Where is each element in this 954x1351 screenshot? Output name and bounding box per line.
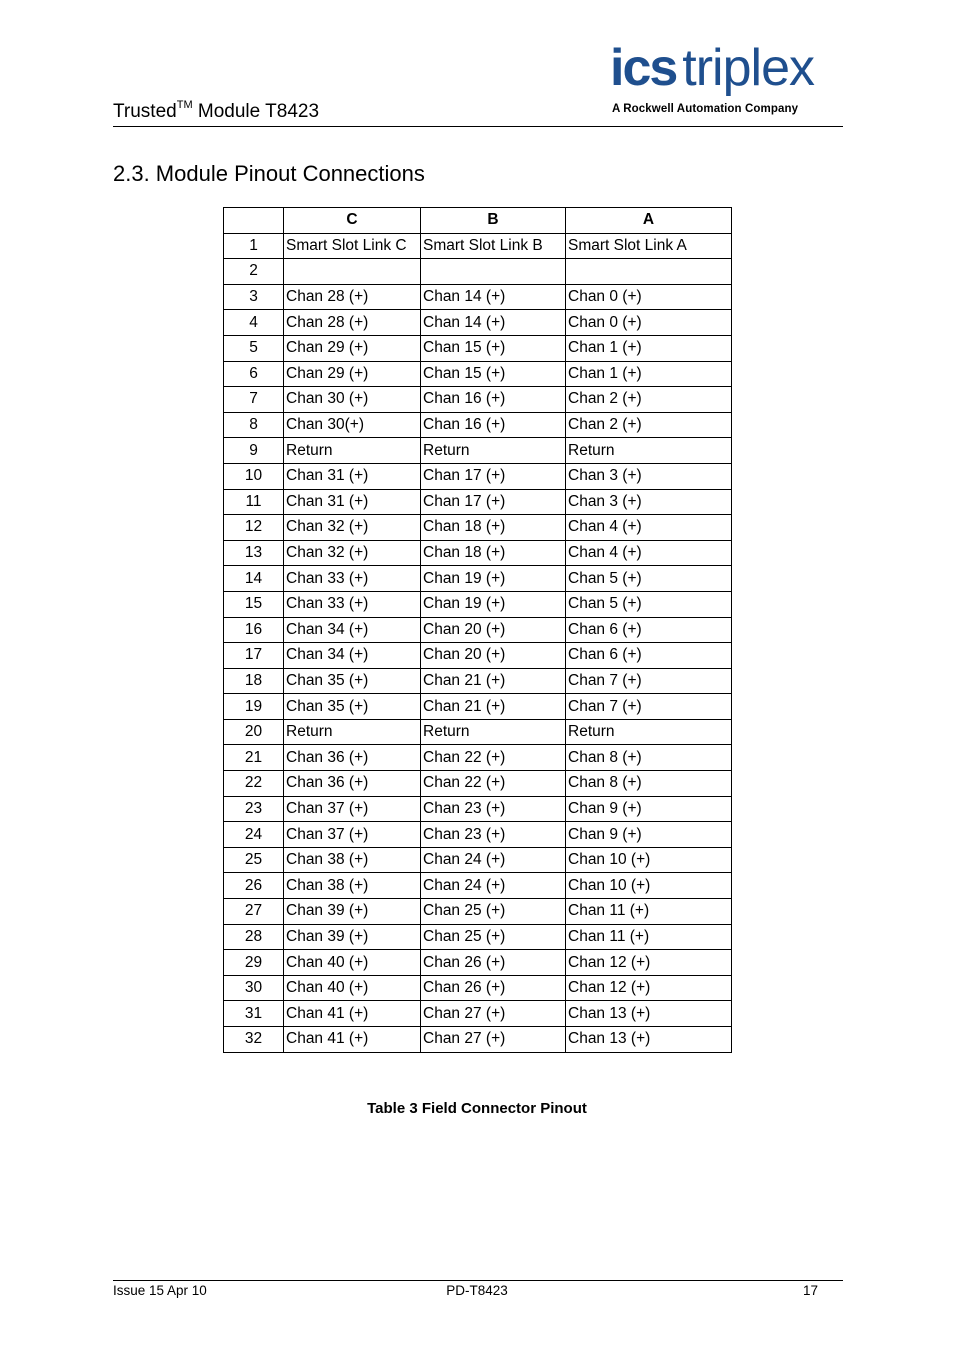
pin-number-cell: 27 xyxy=(224,899,284,925)
footer-page-number: 17 xyxy=(802,1283,818,1298)
table-row xyxy=(224,591,732,617)
pin-number-cell: 18 xyxy=(224,668,284,694)
column-a-cell: Smart Slot Link A xyxy=(566,233,732,259)
column-c-cell: Chan 36 (+) xyxy=(284,745,421,771)
pin-number-cell: 12 xyxy=(224,515,284,541)
column-a-cell: Chan 11 (+) xyxy=(566,924,732,950)
column-b-cell: Chan 20 (+) xyxy=(421,643,566,669)
header-divider xyxy=(113,126,843,127)
column-c-cell: Chan 35 (+) xyxy=(284,668,421,694)
section-heading: 2.3. Module Pinout Connections xyxy=(113,161,425,186)
table-row xyxy=(224,515,732,541)
column-c-cell: Chan 28 (+) xyxy=(284,310,421,336)
header-cell-column-c: C xyxy=(284,208,421,234)
column-c-cell: Chan 32 (+) xyxy=(284,540,421,566)
column-a-cell: Chan 10 (+) xyxy=(566,847,732,873)
column-a-cell: Chan 5 (+) xyxy=(566,591,732,617)
column-b-cell: Chan 22 (+) xyxy=(421,771,566,797)
pin-number-cell: 17 xyxy=(224,643,284,669)
pin-number-cell: 11 xyxy=(224,489,284,515)
table-row xyxy=(224,387,732,413)
column-b-cell: Chan 23 (+) xyxy=(421,822,566,848)
column-c-cell: Chan 37 (+) xyxy=(284,822,421,848)
column-c-cell: Chan 39 (+) xyxy=(284,924,421,950)
table-row xyxy=(224,847,732,873)
column-a-cell: Chan 13 (+) xyxy=(566,1027,732,1053)
column-b-cell: Chan 20 (+) xyxy=(421,617,566,643)
pin-number-cell: 30 xyxy=(224,975,284,1001)
column-b-cell: Chan 24 (+) xyxy=(421,847,566,873)
column-b-cell: Chan 18 (+) xyxy=(421,515,566,541)
logo-tagline: A Rockwell Automation Company xyxy=(612,103,799,115)
table-row xyxy=(224,899,732,925)
column-b-cell: Return xyxy=(421,438,566,464)
column-a-cell: Chan 7 (+) xyxy=(566,668,732,694)
column-c-cell: Return xyxy=(284,719,421,745)
table-row xyxy=(224,822,732,848)
column-b-cell: Chan 21 (+) xyxy=(421,694,566,720)
table-row xyxy=(224,796,732,822)
table-row xyxy=(224,438,732,464)
column-b-cell: Chan 15 (+) xyxy=(421,335,566,361)
header-cell-pin xyxy=(224,208,284,234)
column-b-cell: Chan 14 (+) xyxy=(421,284,566,310)
trademark-superscript: TM xyxy=(176,99,193,111)
pin-number-cell: 31 xyxy=(224,1001,284,1027)
column-c-cell: Chan 31 (+) xyxy=(284,463,421,489)
pin-number-cell: 20 xyxy=(224,719,284,745)
pin-number-cell: 13 xyxy=(224,540,284,566)
pin-number-cell: 25 xyxy=(224,847,284,873)
column-a-cell: Chan 0 (+) xyxy=(566,310,732,336)
column-c-cell: Return xyxy=(284,438,421,464)
column-c-cell: Chan 32 (+) xyxy=(284,515,421,541)
footer-issue: Issue 15 Apr 10 xyxy=(113,1283,207,1298)
table-row xyxy=(224,643,732,669)
column-c-cell: Chan 30(+) xyxy=(284,412,421,438)
pin-number-cell: 22 xyxy=(224,771,284,797)
logo-wordmark xyxy=(610,38,814,98)
column-a-cell: Return xyxy=(566,438,732,464)
column-b-cell: Chan 24 (+) xyxy=(421,873,566,899)
pin-number-cell: 9 xyxy=(224,438,284,464)
pin-number-cell: 21 xyxy=(224,745,284,771)
title-product: Trusted xyxy=(113,101,177,122)
column-b-cell: Chan 26 (+) xyxy=(421,975,566,1001)
footer-divider xyxy=(113,1280,843,1281)
column-a-cell: Chan 0 (+) xyxy=(566,284,732,310)
column-a-cell: Chan 1 (+) xyxy=(566,361,732,387)
pin-number-cell: 4 xyxy=(224,310,284,336)
table-header-row xyxy=(224,208,732,234)
column-c-cell: Chan 29 (+) xyxy=(284,361,421,387)
pin-number-cell: 3 xyxy=(224,284,284,310)
table-row xyxy=(224,745,732,771)
column-b-cell: Chan 27 (+) xyxy=(421,1027,566,1053)
table-row xyxy=(224,284,732,310)
column-c-cell: Chan 40 (+) xyxy=(284,975,421,1001)
pin-number-cell: 16 xyxy=(224,617,284,643)
table-row xyxy=(224,873,732,899)
table-row xyxy=(224,489,732,515)
column-b-cell: Chan 16 (+) xyxy=(421,387,566,413)
table-row xyxy=(224,335,732,361)
title-module: Module T8423 xyxy=(192,101,320,122)
pin-number-cell: 8 xyxy=(224,412,284,438)
column-a-cell: Chan 2 (+) xyxy=(566,412,732,438)
table-row xyxy=(224,1001,732,1027)
column-b-cell: Chan 25 (+) xyxy=(421,924,566,950)
logo-wordmark-bold: ics xyxy=(610,39,677,97)
column-a-cell: Chan 2 (+) xyxy=(566,387,732,413)
column-c-cell: Chan 31 (+) xyxy=(284,489,421,515)
table-row xyxy=(224,233,732,259)
column-a-cell: Chan 3 (+) xyxy=(566,463,732,489)
pin-number-cell: 28 xyxy=(224,924,284,950)
header-cell-column-a: A xyxy=(566,208,732,234)
pin-number-cell: 29 xyxy=(224,950,284,976)
pinout-table xyxy=(223,207,732,1053)
column-c-cell: Chan 30 (+) xyxy=(284,387,421,413)
pin-number-cell: 5 xyxy=(224,335,284,361)
column-c-cell: Chan 36 (+) xyxy=(284,771,421,797)
header-cell-column-b: B xyxy=(421,208,566,234)
table-row xyxy=(224,463,732,489)
table-row xyxy=(224,975,732,1001)
column-a-cell: Chan 6 (+) xyxy=(566,617,732,643)
document-title xyxy=(113,99,319,125)
table-row xyxy=(224,259,732,285)
column-b-cell: Chan 26 (+) xyxy=(421,950,566,976)
column-b-cell xyxy=(421,259,566,285)
column-a-cell: Chan 12 (+) xyxy=(566,975,732,1001)
table-row xyxy=(224,694,732,720)
column-a-cell: Chan 13 (+) xyxy=(566,1001,732,1027)
column-c-cell: Chan 29 (+) xyxy=(284,335,421,361)
pin-number-cell: 7 xyxy=(224,387,284,413)
pin-number-cell: 24 xyxy=(224,822,284,848)
column-a-cell: Chan 5 (+) xyxy=(566,566,732,592)
table-row xyxy=(224,668,732,694)
table-row xyxy=(224,771,732,797)
pin-number-cell: 10 xyxy=(224,463,284,489)
table-row xyxy=(224,1027,732,1053)
table-row xyxy=(224,310,732,336)
column-a-cell: Chan 4 (+) xyxy=(566,540,732,566)
column-c-cell: Chan 40 (+) xyxy=(284,950,421,976)
table-row xyxy=(224,412,732,438)
column-b-cell: Chan 17 (+) xyxy=(421,463,566,489)
column-a-cell: Chan 9 (+) xyxy=(566,796,732,822)
table-caption: Table 3 Field Connector Pinout xyxy=(367,1100,587,1117)
column-a-cell: Chan 10 (+) xyxy=(566,873,732,899)
column-b-cell: Chan 19 (+) xyxy=(421,591,566,617)
column-c-cell: Chan 37 (+) xyxy=(284,796,421,822)
column-b-cell: Chan 14 (+) xyxy=(421,310,566,336)
column-b-cell: Chan 16 (+) xyxy=(421,412,566,438)
column-b-cell: Smart Slot Link B xyxy=(421,233,566,259)
ics-triplex-logo xyxy=(610,39,843,119)
column-c-cell: Chan 39 (+) xyxy=(284,899,421,925)
column-a-cell: Chan 6 (+) xyxy=(566,643,732,669)
column-c-cell: Chan 41 (+) xyxy=(284,1001,421,1027)
column-a-cell: Chan 1 (+) xyxy=(566,335,732,361)
pin-number-cell: 23 xyxy=(224,796,284,822)
column-c-cell: Chan 38 (+) xyxy=(284,847,421,873)
column-b-cell: Chan 22 (+) xyxy=(421,745,566,771)
table-row xyxy=(224,566,732,592)
column-c-cell xyxy=(284,259,421,285)
column-b-cell: Chan 18 (+) xyxy=(421,540,566,566)
column-b-cell: Chan 25 (+) xyxy=(421,899,566,925)
column-b-cell: Chan 21 (+) xyxy=(421,668,566,694)
column-c-cell: Chan 33 (+) xyxy=(284,591,421,617)
column-a-cell: Chan 7 (+) xyxy=(566,694,732,720)
table-row xyxy=(224,719,732,745)
column-c-cell: Smart Slot Link C xyxy=(284,233,421,259)
table-body xyxy=(224,233,732,1052)
table-row xyxy=(224,924,732,950)
column-b-cell: Chan 19 (+) xyxy=(421,566,566,592)
column-c-cell: Chan 28 (+) xyxy=(284,284,421,310)
column-a-cell: Chan 12 (+) xyxy=(566,950,732,976)
pin-number-cell: 14 xyxy=(224,566,284,592)
column-c-cell: Chan 38 (+) xyxy=(284,873,421,899)
column-c-cell: Chan 35 (+) xyxy=(284,694,421,720)
column-b-cell: Chan 15 (+) xyxy=(421,361,566,387)
column-c-cell: Chan 33 (+) xyxy=(284,566,421,592)
column-b-cell: Chan 27 (+) xyxy=(421,1001,566,1027)
logo-wordmark-light: triplex xyxy=(682,39,815,97)
column-a-cell xyxy=(566,259,732,285)
column-b-cell: Chan 23 (+) xyxy=(421,796,566,822)
table-row xyxy=(224,540,732,566)
column-a-cell: Chan 3 (+) xyxy=(566,489,732,515)
footer-doc-id: PD-T8423 xyxy=(446,1283,508,1298)
pin-number-cell: 2 xyxy=(224,259,284,285)
pin-number-cell: 19 xyxy=(224,694,284,720)
column-a-cell: Chan 11 (+) xyxy=(566,899,732,925)
column-b-cell: Return xyxy=(421,719,566,745)
column-c-cell: Chan 34 (+) xyxy=(284,617,421,643)
column-c-cell: Chan 34 (+) xyxy=(284,643,421,669)
table-row xyxy=(224,617,732,643)
pin-number-cell: 15 xyxy=(224,591,284,617)
column-a-cell: Chan 4 (+) xyxy=(566,515,732,541)
table-row xyxy=(224,361,732,387)
column-c-cell: Chan 41 (+) xyxy=(284,1027,421,1053)
column-a-cell: Chan 8 (+) xyxy=(566,745,732,771)
column-a-cell: Chan 8 (+) xyxy=(566,771,732,797)
column-b-cell: Chan 17 (+) xyxy=(421,489,566,515)
column-a-cell: Return xyxy=(566,719,732,745)
table-row xyxy=(224,950,732,976)
pin-number-cell: 1 xyxy=(224,233,284,259)
column-a-cell: Chan 9 (+) xyxy=(566,822,732,848)
pin-number-cell: 6 xyxy=(224,361,284,387)
pin-number-cell: 32 xyxy=(224,1027,284,1053)
pin-number-cell: 26 xyxy=(224,873,284,899)
